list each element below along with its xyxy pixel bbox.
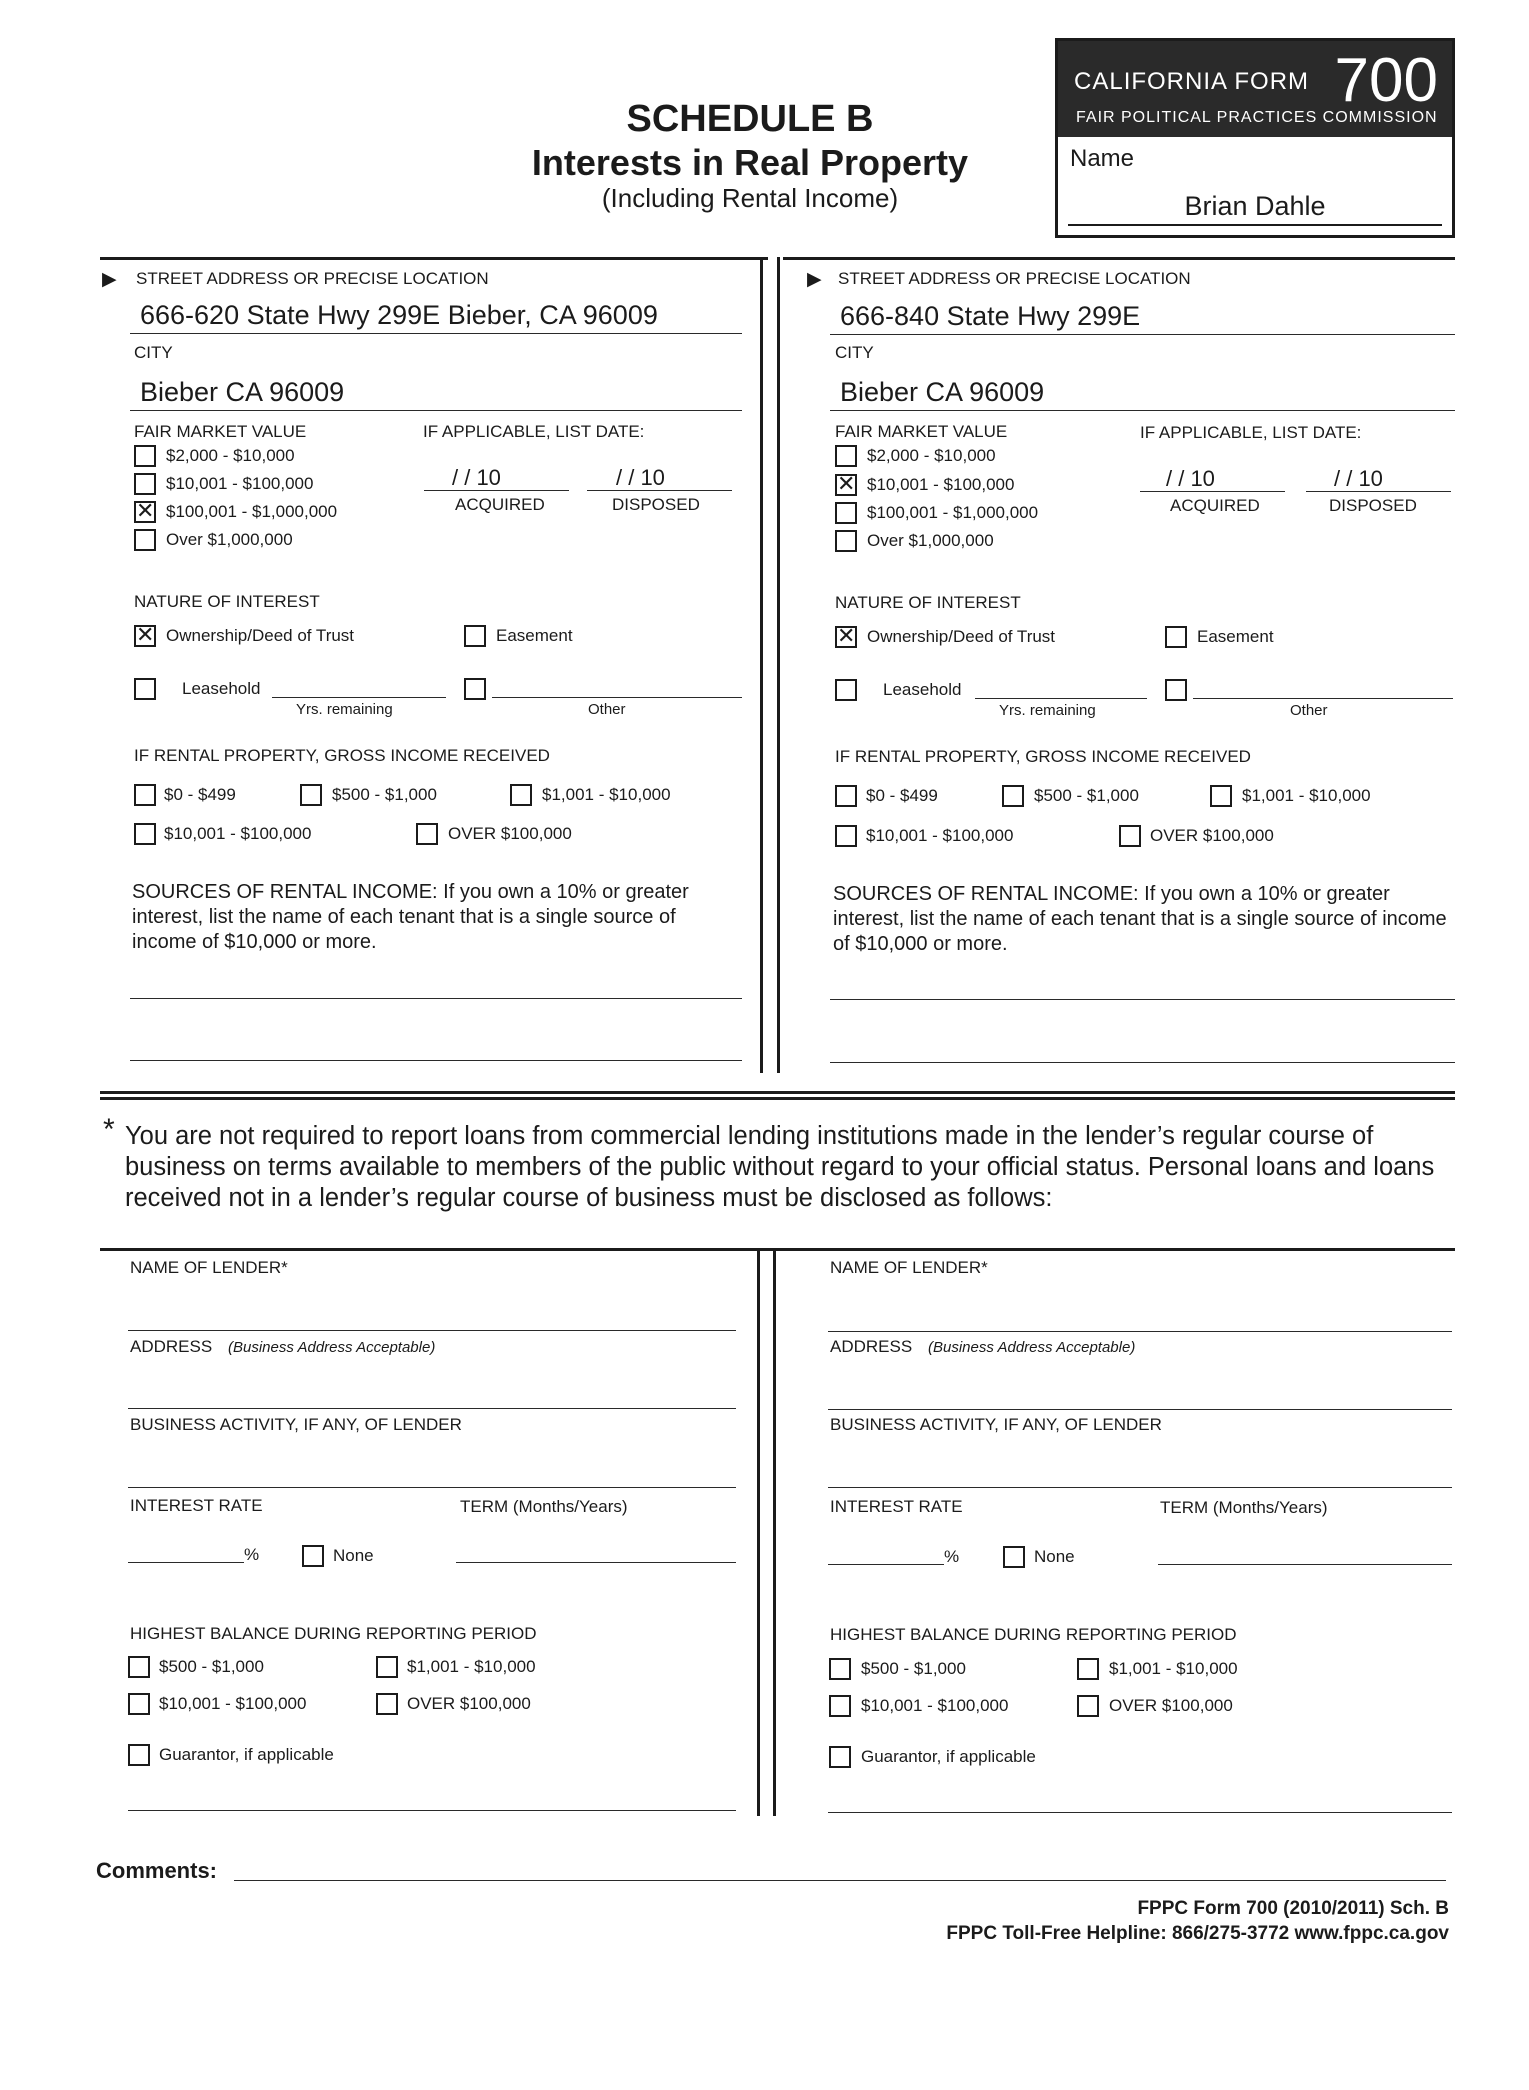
activity-line[interactable] bbox=[828, 1487, 1452, 1488]
disposed-date[interactable]: / / 10 bbox=[616, 465, 665, 490]
rental-option-5: OVER $100,000 bbox=[1150, 826, 1274, 845]
fmv-label: FAIR MARKET VALUE bbox=[835, 422, 1008, 441]
guarantor-label: Guarantor, if applicable bbox=[861, 1747, 1036, 1766]
helpline: FPPC Toll-Free Helpline: 866/275-3772 www.fppc.ca.gov bbox=[946, 1923, 1449, 1944]
rate-line[interactable] bbox=[828, 1564, 944, 1565]
rental-option-2: $500 - $1,000 bbox=[1034, 786, 1139, 805]
fmv-checkbox-4[interactable] bbox=[134, 529, 156, 551]
activity-line[interactable] bbox=[128, 1487, 736, 1488]
form-reference: FPPC Form 700 (2010/2011) Sch. B bbox=[1137, 1898, 1449, 1919]
page-subtitle: (Including Rental Income) bbox=[601, 183, 899, 213]
city-field[interactable]: Bieber CA 96009 bbox=[140, 377, 345, 407]
rental-option-3: $1,001 - $10,000 bbox=[1242, 786, 1371, 805]
easement-checkbox[interactable] bbox=[464, 625, 486, 647]
yrs-label: Yrs. remaining bbox=[296, 701, 393, 718]
guarantor-line[interactable] bbox=[128, 1810, 736, 1811]
city-field[interactable]: Bieber CA 96009 bbox=[840, 377, 1045, 407]
city-underline bbox=[830, 410, 1455, 411]
none-label: None bbox=[1034, 1547, 1075, 1566]
fmv-option-4: Over $1,000,000 bbox=[166, 530, 293, 549]
right-top-rule bbox=[783, 257, 1455, 260]
date-label: IF APPLICABLE, LIST DATE: bbox=[1140, 423, 1362, 442]
rental-checkbox-4[interactable] bbox=[835, 825, 857, 847]
guarantor-line[interactable] bbox=[828, 1812, 1452, 1813]
none-checkbox[interactable] bbox=[1003, 1546, 1025, 1568]
rental-checkbox-3[interactable] bbox=[510, 784, 532, 806]
balance-option-2: $1,001 - $10,000 bbox=[407, 1657, 536, 1676]
rental-checkbox-1[interactable] bbox=[835, 785, 857, 807]
balance-checkbox-4[interactable] bbox=[376, 1693, 398, 1715]
leasehold-checkbox[interactable] bbox=[134, 678, 156, 700]
lender-label: NAME OF LENDER* bbox=[830, 1258, 988, 1277]
loan-divider-a bbox=[757, 1248, 760, 1816]
rental-checkbox-2[interactable] bbox=[1002, 785, 1024, 807]
loan-top-rule bbox=[100, 1248, 1455, 1251]
name-label: Name bbox=[1070, 145, 1135, 172]
loan-notice: You are not required to report loans from commercial lending institutions made in the lender’s regular course of business on terms available to members of the public without regard to your official status. Personal loans and loans received not in a lender’s regular course of business must be disclosed as follows: bbox=[125, 1122, 1435, 1212]
other-underline bbox=[1193, 698, 1453, 699]
percent-sign: % bbox=[944, 1547, 960, 1566]
address-underline bbox=[130, 333, 742, 334]
fmv-option-1: $2,000 - $10,000 bbox=[867, 446, 996, 465]
leasehold-label: Leasehold bbox=[883, 680, 962, 699]
sources-text: SOURCES OF RENTAL INCOME: If you own a 10% or greater interest, list the name of each tenant that is a single source of income of $10,000 or more. bbox=[833, 883, 1447, 955]
easement-label: Easement bbox=[1197, 627, 1274, 646]
acquired-underline bbox=[1140, 491, 1285, 492]
city-label: CITY bbox=[835, 343, 874, 362]
column-divider-a bbox=[760, 257, 763, 1073]
fmv-checkbox-1[interactable] bbox=[134, 445, 156, 467]
lender-label: NAME OF LENDER* bbox=[130, 1258, 288, 1277]
term-label: TERM (Months/Years) bbox=[1160, 1498, 1328, 1517]
loan-divider-b bbox=[773, 1248, 776, 1816]
activity-label: BUSINESS ACTIVITY, IF ANY, OF LENDER bbox=[830, 1415, 1162, 1434]
balance-option-1: $500 - $1,000 bbox=[861, 1659, 966, 1678]
date-label: IF APPLICABLE, LIST DATE: bbox=[423, 422, 645, 441]
ownership-checkbox[interactable]: ✕ bbox=[837, 624, 856, 649]
form-label: CALIFORNIA FORM bbox=[1074, 68, 1310, 95]
rental-option-1: $0 - $499 bbox=[866, 786, 938, 805]
sources-line-2 bbox=[830, 1062, 1455, 1063]
balance-option-3: $10,001 - $100,000 bbox=[159, 1694, 307, 1713]
ownership-label: Ownership/Deed of Trust bbox=[166, 626, 355, 645]
disposed-underline bbox=[1306, 491, 1451, 492]
lender-line[interactable] bbox=[128, 1330, 736, 1331]
name-field[interactable]: Brian Dahle bbox=[1184, 191, 1326, 221]
address-label: ADDRESS bbox=[830, 1337, 913, 1356]
disposed-date[interactable]: / / 10 bbox=[1334, 466, 1383, 491]
balance-label: HIGHEST BALANCE DURING REPORTING PERIOD bbox=[130, 1624, 537, 1643]
balance-checkbox-3[interactable] bbox=[829, 1695, 851, 1717]
section-rule-2 bbox=[100, 1097, 1455, 1100]
rental-option-4: $10,001 - $100,000 bbox=[866, 826, 1014, 845]
acquired-date[interactable]: / / 10 bbox=[1166, 466, 1215, 491]
address-field[interactable]: 666-840 State Hwy 299E bbox=[840, 301, 1141, 331]
name-underline bbox=[1068, 224, 1442, 226]
fmv-option-2: $10,001 - $100,000 bbox=[166, 474, 314, 493]
balance-option-3: $10,001 - $100,000 bbox=[861, 1696, 1009, 1715]
comments-label: Comments: bbox=[96, 1858, 218, 1883]
other-label: Other bbox=[1290, 702, 1328, 719]
yrs-label: Yrs. remaining bbox=[999, 702, 1096, 719]
fmv-checkbox-4[interactable] bbox=[835, 530, 857, 552]
city-label: CITY bbox=[134, 343, 173, 362]
acquired-label: ACQUIRED bbox=[455, 495, 545, 514]
leasehold-checkbox[interactable] bbox=[835, 679, 857, 701]
address-line[interactable] bbox=[828, 1409, 1452, 1410]
address-label: STREET ADDRESS OR PRECISE LOCATION bbox=[838, 269, 1191, 288]
left-top-rule bbox=[100, 257, 768, 260]
sources-line-1 bbox=[130, 998, 742, 999]
notice-asterisk: * bbox=[103, 1113, 115, 1146]
rental-option-4: $10,001 - $100,000 bbox=[164, 824, 312, 843]
form-number: 700 bbox=[1334, 46, 1438, 115]
balance-option-4: OVER $100,000 bbox=[407, 1694, 531, 1713]
disposed-underline bbox=[587, 490, 732, 491]
form-id-box bbox=[1055, 38, 1455, 238]
section-rule-1 bbox=[100, 1091, 1455, 1094]
balance-option-2: $1,001 - $10,000 bbox=[1109, 1659, 1238, 1678]
acquired-label: ACQUIRED bbox=[1170, 496, 1260, 515]
rental-label: IF RENTAL PROPERTY, GROSS INCOME RECEIVED bbox=[835, 747, 1251, 766]
sources-line-2 bbox=[130, 1060, 742, 1061]
rental-checkbox-1[interactable] bbox=[134, 784, 156, 806]
balance-checkbox-2[interactable] bbox=[1077, 1658, 1099, 1680]
fmv-option-4: Over $1,000,000 bbox=[867, 531, 994, 550]
term-line[interactable] bbox=[1158, 1564, 1452, 1565]
disposed-label: DISPOSED bbox=[612, 495, 700, 514]
rental-checkbox-5[interactable] bbox=[1119, 825, 1141, 847]
disposed-label: DISPOSED bbox=[1329, 496, 1417, 515]
sources-line-1 bbox=[830, 999, 1455, 1000]
fmv-checkbox-2[interactable]: ✕ bbox=[837, 472, 856, 497]
balance-label: HIGHEST BALANCE DURING REPORTING PERIOD bbox=[830, 1625, 1237, 1644]
fmv-checkbox-3[interactable]: ✕ bbox=[136, 499, 155, 524]
rental-checkbox-3[interactable] bbox=[1210, 785, 1232, 807]
fmv-checkbox-2[interactable] bbox=[134, 473, 156, 495]
address-label: ADDRESS bbox=[130, 1337, 213, 1356]
guarantor-checkbox[interactable] bbox=[829, 1746, 851, 1768]
acquired-underline bbox=[424, 490, 569, 491]
activity-label: BUSINESS ACTIVITY, IF ANY, OF LENDER bbox=[130, 1415, 462, 1434]
rental-option-3: $1,001 - $10,000 bbox=[542, 785, 671, 804]
yrs-underline bbox=[272, 697, 446, 698]
column-divider-b bbox=[777, 257, 780, 1073]
commission-label: FAIR POLITICAL PRACTICES COMMISSION bbox=[1076, 109, 1438, 126]
other-checkbox[interactable] bbox=[464, 678, 486, 700]
rate-label: INTEREST RATE bbox=[130, 1496, 263, 1515]
address-note: (Business Address Acceptable) bbox=[228, 1339, 436, 1356]
sources-text: SOURCES OF RENTAL INCOME: If you own a 10% or greater interest, list the name of each tenant that is a single source of income of $10,000 or more. bbox=[132, 881, 689, 953]
rental-option-1: $0 - $499 bbox=[164, 785, 236, 804]
easement-checkbox[interactable] bbox=[1165, 626, 1187, 648]
balance-checkbox-1[interactable] bbox=[128, 1656, 150, 1678]
other-checkbox[interactable] bbox=[1165, 679, 1187, 701]
lender-line[interactable] bbox=[828, 1331, 1452, 1332]
rate-label: INTEREST RATE bbox=[830, 1497, 963, 1516]
arrow-icon: ▶ bbox=[102, 269, 117, 290]
page-title: Interests in Real Property bbox=[531, 142, 969, 183]
address-underline bbox=[830, 334, 1455, 335]
address-label: STREET ADDRESS OR PRECISE LOCATION bbox=[136, 269, 489, 288]
rental-option-2: $500 - $1,000 bbox=[332, 785, 437, 804]
none-label: None bbox=[333, 1546, 374, 1565]
other-underline bbox=[492, 697, 742, 698]
leasehold-label: Leasehold bbox=[182, 679, 261, 698]
balance-checkbox-4[interactable] bbox=[1077, 1695, 1099, 1717]
fmv-option-1: $2,000 - $10,000 bbox=[166, 446, 295, 465]
fmv-checkbox-3[interactable] bbox=[835, 502, 857, 524]
guarantor-checkbox[interactable] bbox=[128, 1744, 150, 1766]
rental-label: IF RENTAL PROPERTY, GROSS INCOME RECEIVED bbox=[134, 746, 550, 765]
balance-checkbox-3[interactable] bbox=[128, 1693, 150, 1715]
term-label: TERM (Months/Years) bbox=[460, 1497, 628, 1516]
nature-label: NATURE OF INTEREST bbox=[134, 592, 320, 611]
ownership-checkbox[interactable]: ✕ bbox=[136, 623, 155, 648]
comments-line[interactable] bbox=[234, 1880, 1446, 1881]
nature-label: NATURE OF INTEREST bbox=[835, 593, 1021, 612]
yrs-underline bbox=[975, 698, 1147, 699]
easement-label: Easement bbox=[496, 626, 573, 645]
balance-option-4: OVER $100,000 bbox=[1109, 1696, 1233, 1715]
fmv-option-3: $100,001 - $1,000,000 bbox=[166, 502, 338, 521]
rental-option-5: OVER $100,000 bbox=[448, 824, 572, 843]
fmv-checkbox-1[interactable] bbox=[835, 445, 857, 467]
percent-sign: % bbox=[244, 1545, 260, 1564]
rental-checkbox-4[interactable] bbox=[134, 823, 156, 845]
address-field[interactable]: 666-620 State Hwy 299E Bieber, CA 96009 bbox=[140, 300, 658, 330]
rental-checkbox-5[interactable] bbox=[416, 823, 438, 845]
fmv-option-3: $100,001 - $1,000,000 bbox=[867, 503, 1039, 522]
rental-checkbox-2[interactable] bbox=[300, 784, 322, 806]
rate-line[interactable] bbox=[128, 1562, 244, 1563]
fmv-label: FAIR MARKET VALUE bbox=[134, 422, 307, 441]
schedule-heading: SCHEDULE B bbox=[626, 98, 874, 140]
acquired-date[interactable]: / / 10 bbox=[452, 465, 501, 490]
address-line[interactable] bbox=[128, 1408, 736, 1409]
term-line[interactable] bbox=[456, 1562, 736, 1563]
fmv-option-2: $10,001 - $100,000 bbox=[867, 475, 1015, 494]
none-checkbox[interactable] bbox=[302, 1545, 324, 1567]
balance-checkbox-2[interactable] bbox=[376, 1656, 398, 1678]
form-band bbox=[1058, 41, 1452, 137]
ownership-label: Ownership/Deed of Trust bbox=[867, 627, 1056, 646]
balance-option-1: $500 - $1,000 bbox=[159, 1657, 264, 1676]
balance-checkbox-1[interactable] bbox=[829, 1658, 851, 1680]
city-underline bbox=[130, 410, 742, 411]
guarantor-label: Guarantor, if applicable bbox=[159, 1745, 334, 1764]
other-label: Other bbox=[588, 701, 626, 718]
address-note: (Business Address Acceptable) bbox=[928, 1339, 1136, 1356]
arrow-icon: ▶ bbox=[807, 269, 822, 290]
